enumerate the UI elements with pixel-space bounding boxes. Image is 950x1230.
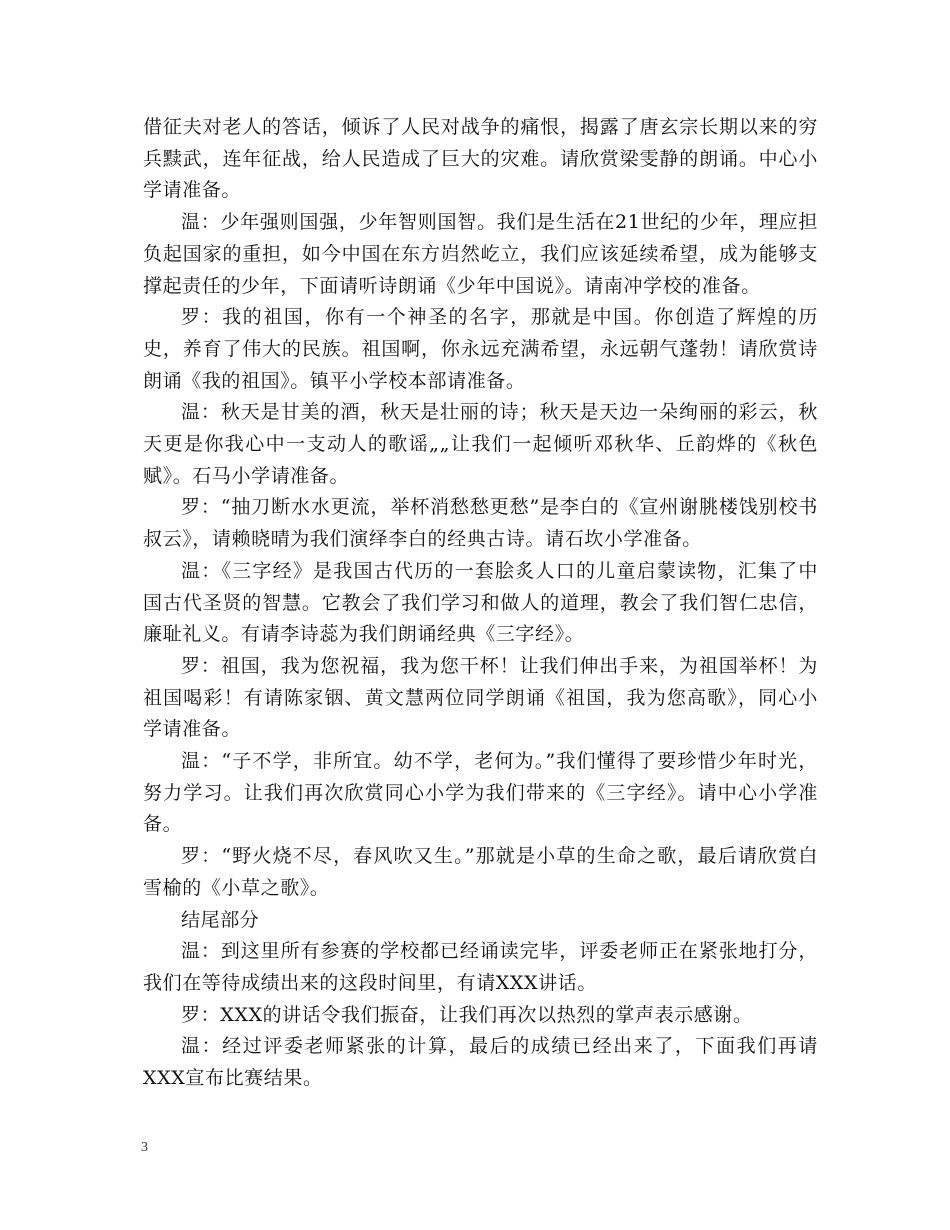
page-number: 3 <box>141 1140 148 1155</box>
paragraph-luo-grass: 罗：“野火烧不尽，春风吹又生。”那就是小草的生命之歌，最后请欣赏白雪榆的《小草之歌》。 <box>143 845 818 899</box>
paragraph-wen-scoring: 温：到这里所有参赛的学校都已经诵读完毕，评委老师正在紧张地打分，我们在等待成绩出来的这段时间里，有请XXX讲话。 <box>143 940 818 994</box>
paragraph-wen-autumn: 温：秋天是甘美的酒，秋天是壮丽的诗；秋天是天边一朵绚丽的彩云，秋天更是你我心中一支动人的歌谣„„让我们一起倾听邓秋华、丘韵烨的《秋色赋》。石马小学请准备。 <box>143 401 818 487</box>
paragraph-wen-study: 温：“子不学，非所宜。幼不学，老何为。”我们懂得了要珍惜少年时光，努力学习。让我们再次欣赏同心小学为我们带来的《三字经》。请中心小学准备。 <box>143 750 818 836</box>
paragraph-wen-results: 温：经过评委老师紧张的计算，最后的成绩已经出来了，下面我们再请XXX宣布比赛结果。 <box>143 1035 818 1090</box>
paragraph-continued: 借征夫对老人的答话，倾诉了人民对战争的痛恨，揭露了唐玄宗长期以来的穷兵黩武，连年征战，给人民造成了巨大的灾难。请欣赏梁雯静的朗诵。中心小学请准备。 <box>143 116 818 202</box>
paragraph-luo-libai: 罗：“抽刀断水水更流，举杯消愁愁更愁”是李白的《宣州谢朓楼饯别校书叔云》，请赖晓晴为我们演绎李白的经典古诗。请石坎小学准备。 <box>143 496 818 551</box>
section-heading-ending: 结尾部分 <box>181 908 260 931</box>
body-text <box>143 112 818 1095</box>
paragraph-luo-motherland: 罗：我的祖国，你有一个神圣的名字，那就是中国。你创造了辉煌的历史，养育了伟大的民族。祖国啊，你永远充满希望，永远朝气蓬勃！请欣赏诗朗诵《我的祖国》。镇平小学校本部请准备。 <box>143 306 818 392</box>
paragraph-wen-sanzijing: 温：《三字经》是我国古代历的一套脍炙人口的儿童启蒙读物，汇集了中国古代圣贤的智慧。它教会了我们学习和做人的道理，教会了我们智仁忠信，廉耻礼义。有请李诗蕊为我们朗诵经典《三字经》。 <box>143 559 818 646</box>
paragraph-luo-toast: 罗：祖国，我为您祝福，我为您干杯！让我们伸出手来，为祖国举杯！为祖国喝彩！有请陈家铟、黄文慧两位同学朗诵《祖国，我为您高歌》，同心小学请准备。 <box>143 654 818 741</box>
paragraph-luo-thanks: 罗：XXX的讲话令我们振奋，让我们再次以热烈的掌声表示感谢。 <box>181 1003 753 1026</box>
paragraph-wen-youth: 温：少年强则国强，少年智则国智。我们是生活在21世纪的少年，理应担负起国家的重担，如今中国在东方岿然屹立，我们应该延续希望，成为能够支撑起责任的少年，下面请听诗朗诵《少年中国说》。请南冲学校的准备。 <box>143 211 818 297</box>
